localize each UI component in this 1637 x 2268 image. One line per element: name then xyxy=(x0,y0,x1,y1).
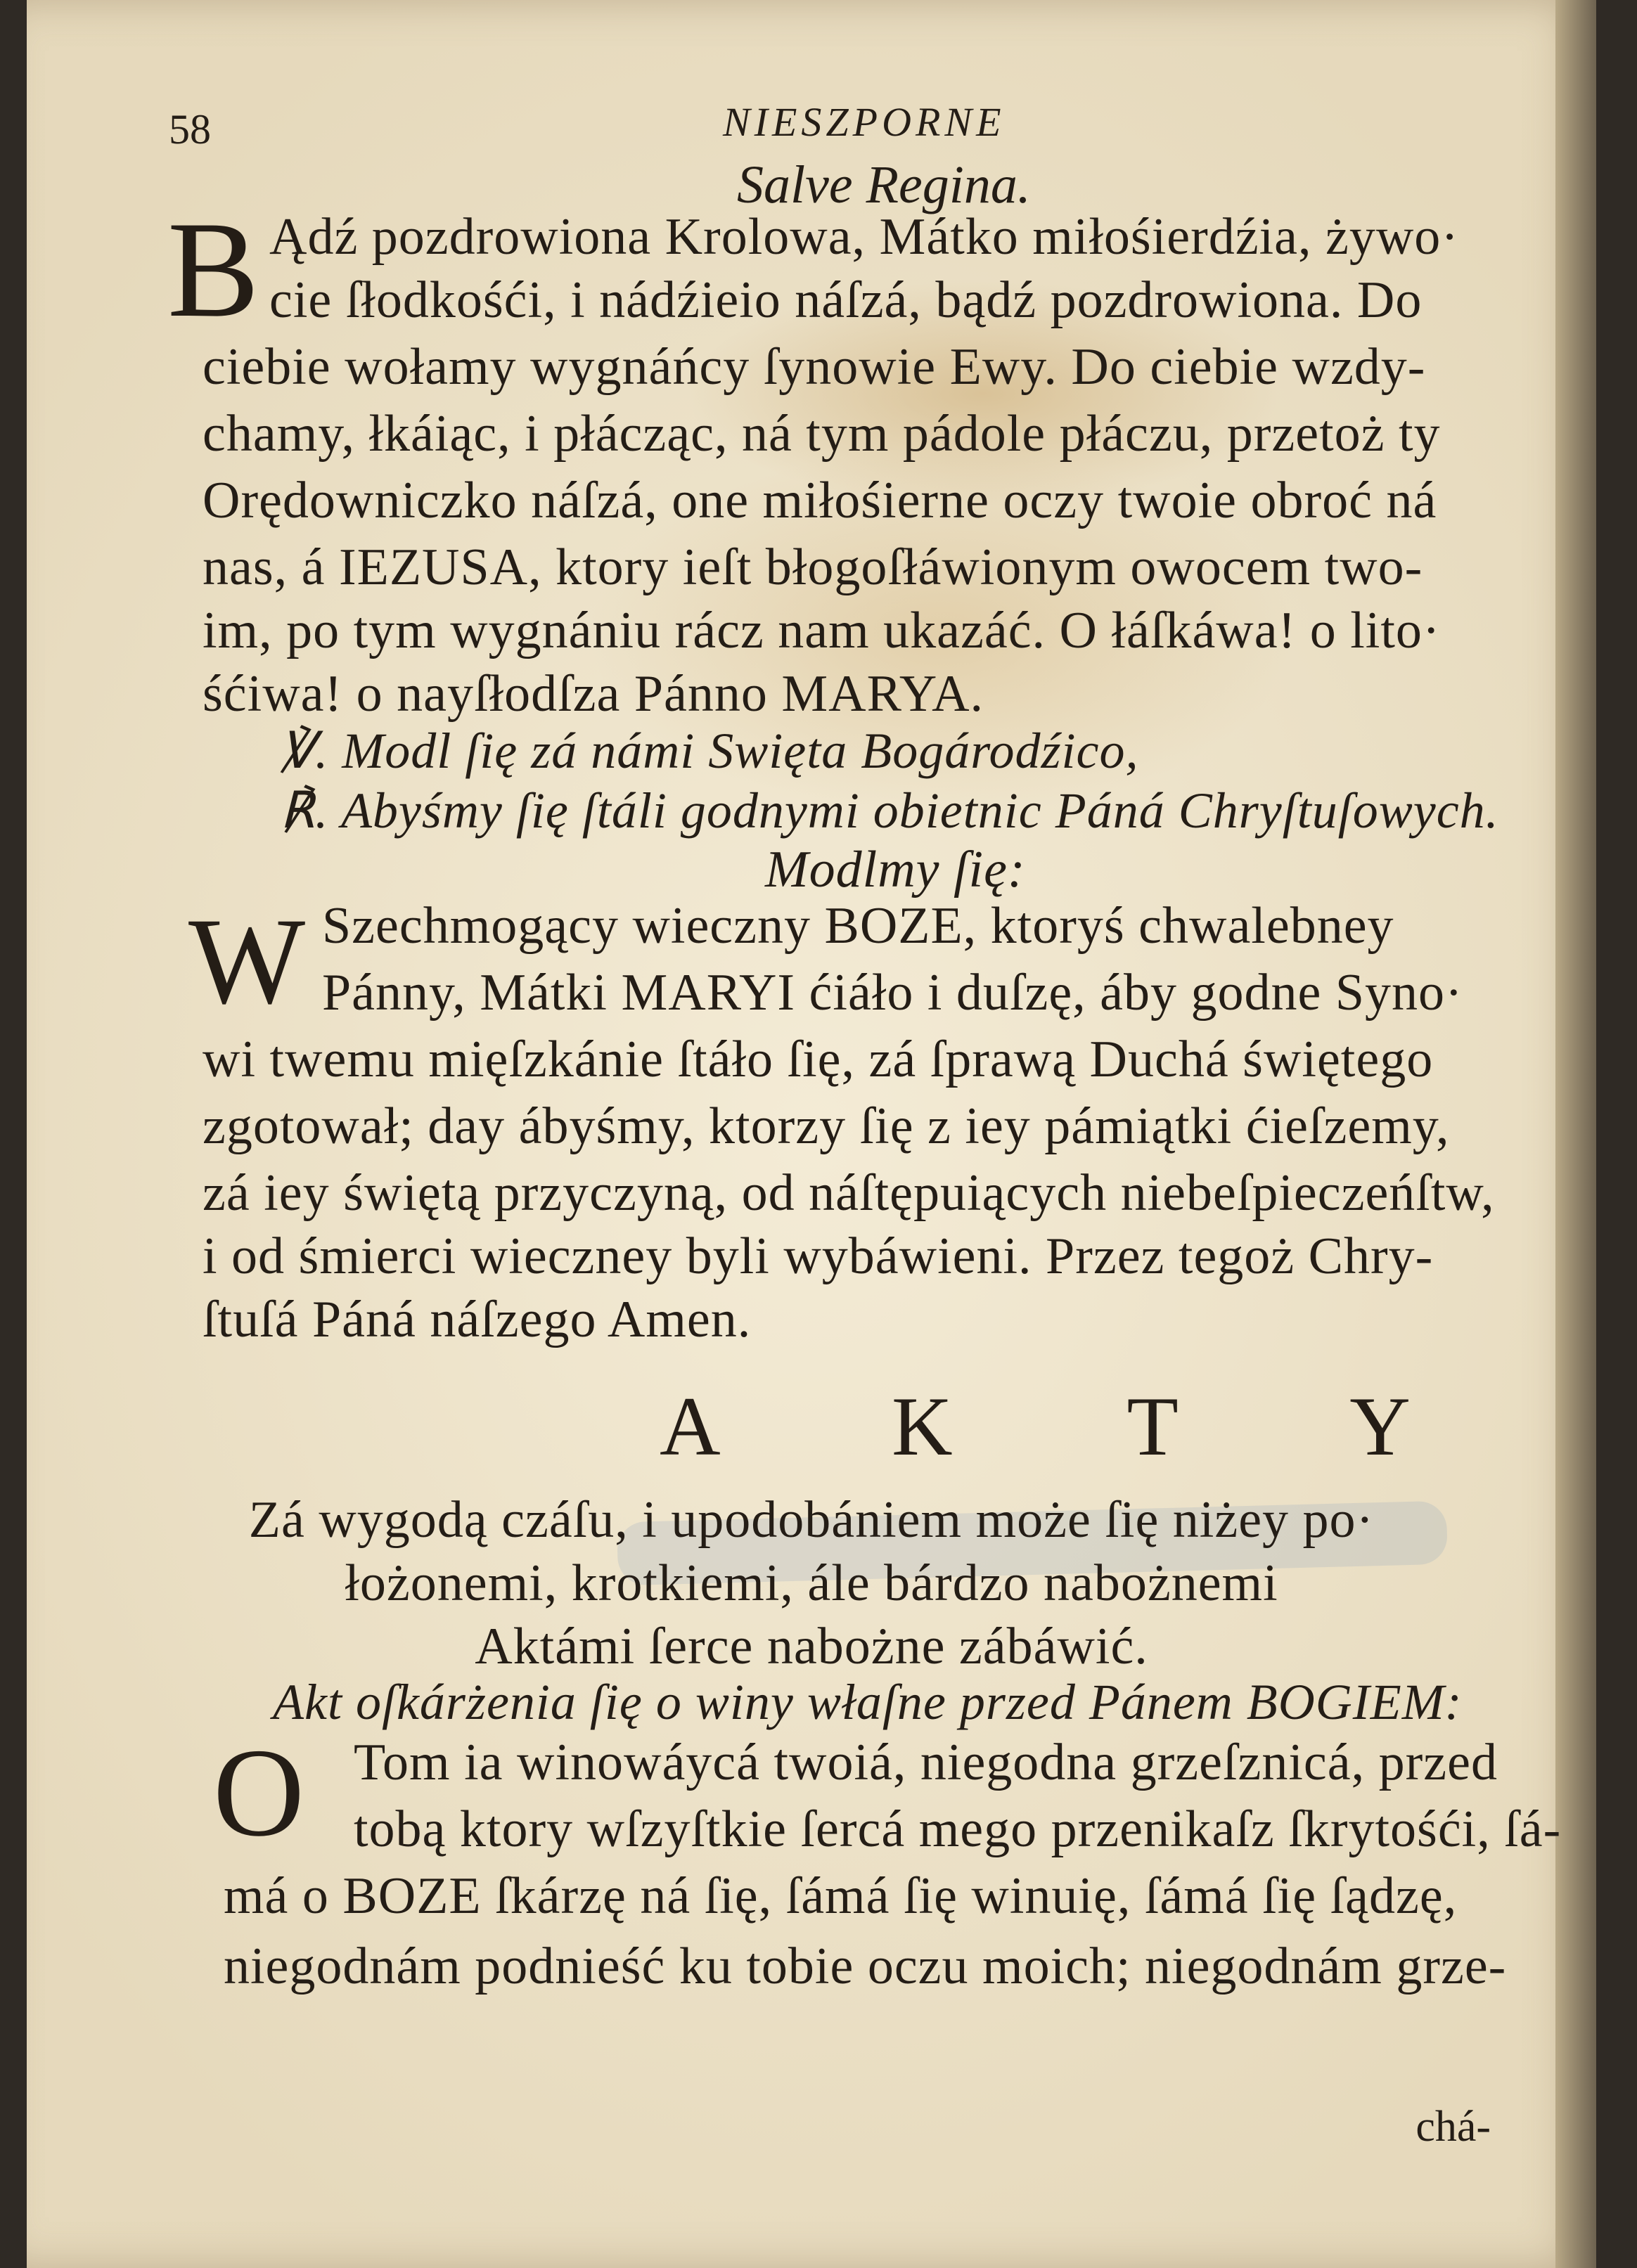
salve-title: Salve Regina. xyxy=(737,155,1031,214)
akty-intro-1: Zá wygodą czáſu, i upodobániem może ſię niżey po· xyxy=(248,1491,1375,1549)
prayer-title: Modlmy ſię: xyxy=(765,841,1026,898)
drop-cap-w: W xyxy=(188,893,306,1030)
akt-line-1: Tom ia winowáycá twoiá, niegodna grzeſznicá, przed xyxy=(354,1734,1498,1791)
response: ℟. Abyśmy ſię ſtáli godnymi obietnic Páná Chryſtuſowych. xyxy=(280,782,1499,839)
akt-line-3: má o BOZE ſkárzę ná ſię, ſámá ſię winuię, ſámá ſię ſądzę, xyxy=(224,1867,1458,1925)
salve-line-6: nas, á IEZUSA, ktory ieſt błogoſłáwionym owocem two- xyxy=(203,539,1423,596)
salve-line-8: śćiwa! o nayſłodſza Pánno MARYA. xyxy=(203,665,984,723)
akty-intro-3: Aktámi ſerce nabożne zábáwić. xyxy=(475,1618,1148,1675)
book-page xyxy=(27,0,1596,2268)
prayer-line-3: wi twemu mięſzkánie ſtáło ſię, zá ſprawą Duchá świętego xyxy=(203,1031,1434,1088)
prayer-line-4: zgotował; day ábyśmy, ktorzy ſię z iey pámiątki ćieſzemy, xyxy=(203,1097,1450,1155)
prayer-line-5: zá iey świętą przyczyną, od náſtępuiących niebeſpieczeńſtw, xyxy=(203,1164,1495,1222)
prayer-line-1: Szechmogący wieczny BOZE, ktoryś chwalebney xyxy=(322,897,1394,955)
page-edge xyxy=(1555,0,1596,2268)
akty-heading: A K T Y xyxy=(660,1379,1488,1473)
akty-intro-2: łożonemi, krotkiemi, ále bárdzo nabożnemi xyxy=(345,1554,1278,1612)
catchword: chá- xyxy=(1415,2103,1491,2151)
versicle: ℣. Modl ſię zá námi Swięta Bogárodźico, xyxy=(280,723,1139,779)
salve-line-5: Orędowniczko náſzá, one miłośierne oczy twoie obroć ná xyxy=(203,472,1437,529)
salve-line-3: ciebie wołamy wygnáńcy ſynowie Ewy. Do ciebie wzdy- xyxy=(203,338,1426,396)
prayer-line-7: ſtuſá Páná náſzego Amen. xyxy=(203,1291,752,1348)
drop-cap-o: O xyxy=(213,1722,304,1862)
akt-line-2: tobą ktory wſzyſtkie ſercá mego przenikaſz ſkrytośći, ſá- xyxy=(354,1800,1562,1858)
salve-line-2: cie ſłodkośći, i nádźieio náſzá, bądź pozdrowiona. Do xyxy=(269,271,1423,329)
salve-line-1: Ądź pozdrowiona Krolowa, Mátko miłośierdźia, żywo· xyxy=(269,208,1459,266)
salve-line-7: im, po tym wygnániu rácz nam ukazáć. O łáſkáwa! o lito· xyxy=(203,602,1441,659)
page-number: 58 xyxy=(169,106,211,153)
drop-cap-b: B xyxy=(167,193,259,346)
running-head: NIESZPORNE xyxy=(723,99,1006,145)
akt-line-4: niegodnám podnieść ku tobie oczu moich; niegodnám grze- xyxy=(224,1938,1507,1995)
salve-line-4: chamy, łkáiąc, i płácząc, ná tym pádole płáczu, przetoż ty xyxy=(203,405,1441,463)
prayer-line-2: Pánny, Mátki MARYI ćiáło i duſzę, áby godne Syno· xyxy=(322,964,1463,1022)
prayer-line-6: i od śmierci wieczney byli wybáwieni. Przez tegoż Chry- xyxy=(203,1228,1434,1285)
akt-subtitle: Akt oſkárżenia ſię o winy właſne przed Pánem BOGIEM: xyxy=(273,1674,1463,1730)
